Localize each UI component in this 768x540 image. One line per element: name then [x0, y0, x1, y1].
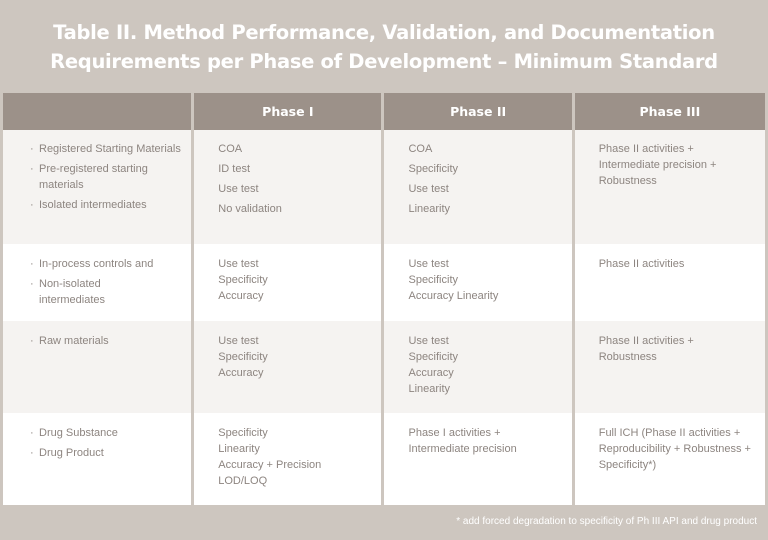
requirement-item: Specificity — [218, 274, 268, 286]
requirement-item: Linearity — [218, 443, 260, 455]
requirement-item: Specificity — [408, 351, 459, 363]
requirement-item: Phase I activities + Intermediate precision — [408, 427, 517, 455]
requirement-item: Accuracy Linearity — [408, 290, 499, 302]
phase-2-cell — [384, 321, 571, 413]
requirement-item: No validation — [218, 203, 282, 215]
category-item: · Drug Product — [31, 445, 191, 461]
phase-3-cell — [575, 413, 765, 505]
requirements-table — [0, 93, 768, 505]
header-row — [3, 93, 765, 130]
phase-3-cell — [575, 244, 765, 321]
requirement-item: Accuracy — [218, 367, 264, 379]
requirement-item: Specificity — [218, 351, 268, 363]
title-line-1: Table II. Method Performance, Validation, and Documentation — [53, 21, 715, 44]
title-line-2: Requirements per Phase of Development – Minimum Standard — [50, 50, 718, 73]
table-row — [3, 130, 765, 244]
phase-2-cell — [384, 413, 571, 505]
requirement-item: Specificity — [218, 427, 268, 439]
category-item: · Non-isolated intermediates — [31, 276, 129, 308]
requirement-item: Accuracy — [408, 367, 454, 379]
category-item: · Pre-registered starting materials — [31, 161, 191, 193]
category-item: · Isolated intermediates — [31, 197, 191, 213]
category-item: · Raw materials — [31, 333, 191, 349]
phase-3-cell — [575, 130, 765, 244]
category-item: · Registered Starting Materials — [31, 141, 191, 157]
category-cell — [3, 130, 191, 244]
table-title — [0, 18, 768, 76]
requirement-item: Use test — [218, 183, 259, 195]
phase-1-cell — [194, 130, 381, 244]
requirement-item: Phase II activities — [598, 258, 685, 270]
phase-3-cell — [575, 321, 765, 413]
requirement-item: Linearity — [408, 383, 451, 395]
requirement-item: Accuracy — [218, 290, 264, 302]
category-cell — [3, 413, 191, 505]
requirement-item: Use test — [408, 335, 449, 347]
header-phase-3: Phase III — [575, 93, 765, 130]
phase-2-cell — [384, 244, 571, 321]
requirement-item: COA — [218, 143, 243, 155]
requirement-item: LOD/LOQ — [218, 475, 268, 487]
requirement-item: Use test — [408, 258, 449, 270]
category-item: · Drug Substance — [31, 425, 191, 441]
header-phase-2: Phase II — [384, 93, 571, 130]
requirement-item: COA — [408, 143, 433, 155]
requirement-item: Phase II activities + Intermediate precision + Robustness — [598, 143, 717, 187]
phase-1-cell — [194, 413, 381, 505]
table-row — [3, 321, 765, 413]
category-cell — [3, 321, 191, 413]
requirement-item: Use test — [218, 258, 259, 270]
requirement-item: ID test — [218, 163, 251, 175]
phase-2-cell — [384, 130, 571, 244]
requirement-item: Specificity — [408, 163, 459, 175]
phase-1-cell — [194, 321, 381, 413]
table-row — [3, 244, 765, 321]
category-item: · In-process controls and — [31, 256, 191, 272]
requirement-item: Specificity — [408, 274, 459, 286]
requirement-item: Use test — [218, 335, 259, 347]
requirement-item: Use test — [408, 183, 449, 195]
header-blank — [3, 93, 191, 130]
requirement-item: Linearity — [408, 203, 451, 215]
table-row — [3, 413, 765, 505]
phase-1-cell — [194, 244, 381, 321]
requirement-item: Full ICH (Phase II activities + Reproducibility + Robustness + Specificity*) — [598, 427, 751, 471]
category-cell — [3, 244, 191, 321]
requirement-item: Accuracy + Precision — [218, 459, 322, 471]
footnote: * add forced degradation to specificity of Ph III API and drug product — [456, 516, 757, 527]
requirement-item: Phase II activities + Robustness — [598, 335, 694, 363]
header-phase-1: Phase I — [194, 93, 381, 130]
